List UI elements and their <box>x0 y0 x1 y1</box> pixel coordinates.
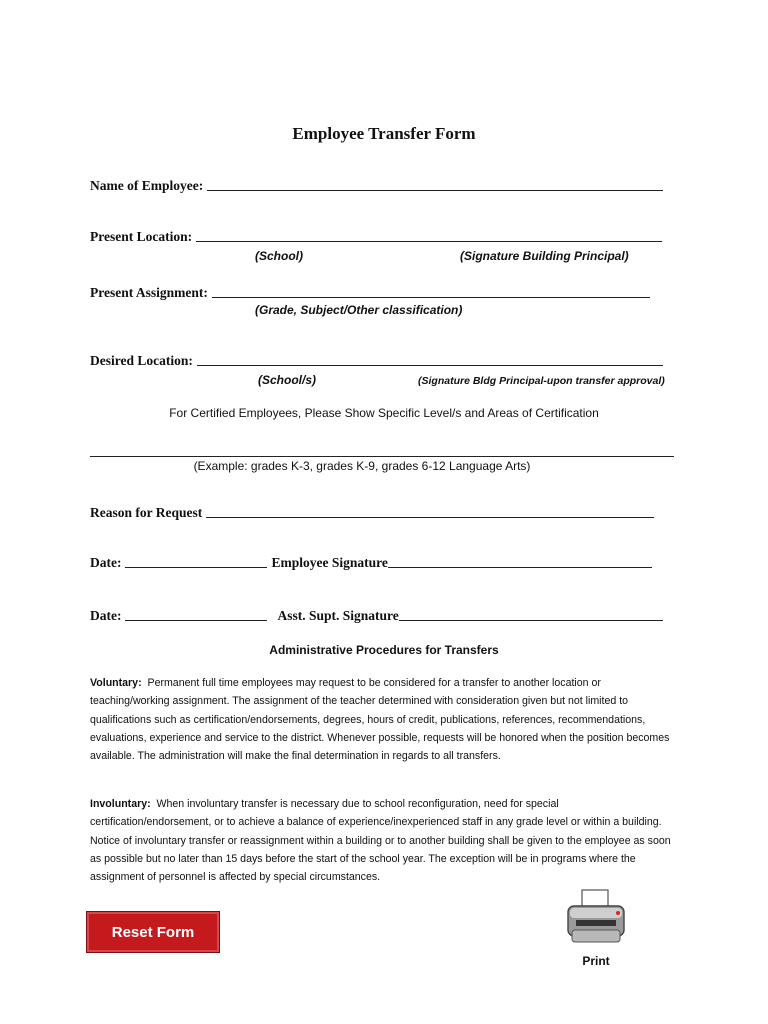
asst-supt-signature-label: Asst. Supt. Signature <box>277 608 399 623</box>
present-location-school-hint: (School) <box>255 249 303 263</box>
present-location-field[interactable] <box>196 241 662 242</box>
present-location-row <box>90 229 662 245</box>
employee-signature-label: Employee Signature <box>271 555 388 570</box>
procedures-heading: Administrative Procedures for Transfers <box>269 643 499 657</box>
involuntary-label: Involuntary: <box>90 798 151 810</box>
printer-icon <box>560 886 632 952</box>
print-button[interactable] <box>560 886 632 972</box>
date-label-1: Date: <box>90 555 122 570</box>
employee-name-field[interactable] <box>207 190 663 191</box>
desired-location-signature-hint: (Signature Bldg Principal-upon transfer approval) <box>418 375 665 387</box>
desired-location-school-hint: (School/s) <box>258 373 317 387</box>
reason-field[interactable] <box>206 517 654 518</box>
voluntary-label: Voluntary: <box>90 677 142 689</box>
print-label: Print <box>582 954 610 968</box>
voluntary-paragraph <box>90 674 680 765</box>
date-field-1[interactable] <box>125 567 267 568</box>
asst-supt-signature-row <box>90 608 663 624</box>
desired-location-row <box>90 353 663 369</box>
employee-signature-row <box>90 555 652 571</box>
involuntary-paragraph <box>90 795 680 886</box>
employee-signature-field[interactable] <box>388 567 652 568</box>
certification-example: (Example: grades K-3, grades K-9, grades 6-12 Language Arts) <box>193 459 531 473</box>
reason-label: Reason for Request <box>90 505 203 520</box>
present-assignment-hint: (Grade, Subject/Other classification) <box>255 303 463 317</box>
present-location-label: Present Location: <box>90 229 193 244</box>
employee-name-row <box>90 178 663 194</box>
present-assignment-label: Present Assignment: <box>90 285 208 300</box>
reset-form-button[interactable]: Reset Form <box>86 911 220 953</box>
asst-supt-signature-field[interactable] <box>399 620 663 621</box>
reason-row <box>90 505 654 521</box>
date-label-2: Date: <box>90 608 122 623</box>
involuntary-text: When involuntary transfer is necessary due to school reconfiguration, need for special certification/endorsement, or to achieve a balance of experience/inexperienced staff in any grade level or within a building. Notice of involuntary transfer or reassignment within a building or to another building shall be given to the employee as soon as possible but no later than 15 days before the start of the school year. The exception will be in programs where the assignment of personnel is affected by special circumstances. <box>90 798 671 884</box>
page-title: Employee Transfer Form <box>292 124 476 143</box>
employee-name-label: Name of Employee: <box>90 178 204 193</box>
desired-location-field[interactable] <box>197 365 663 366</box>
present-location-signature-hint: (Signature Building Principal) <box>460 249 629 263</box>
present-assignment-field[interactable] <box>212 297 650 298</box>
desired-location-label: Desired Location: <box>90 353 193 368</box>
present-assignment-row <box>90 285 650 301</box>
date-field-2[interactable] <box>125 620 267 621</box>
voluntary-text: Permanent full time employees may request to be considered for a transfer to another location or teaching/working assignment. The assignment of the teacher determined with consideration given but not limited to qualifications such as certification/endorsements, degrees, hours of credit, publications, references, recommendations, evaluations, experience and service to the district. Whenever possible, requests will be honored when the position becomes available. The administration will make the final determination in regards to all transfers. <box>90 677 670 763</box>
certification-field[interactable] <box>90 456 674 457</box>
certification-note: For Certified Employees, Please Show Specific Level/s and Areas of Certification <box>169 406 599 420</box>
